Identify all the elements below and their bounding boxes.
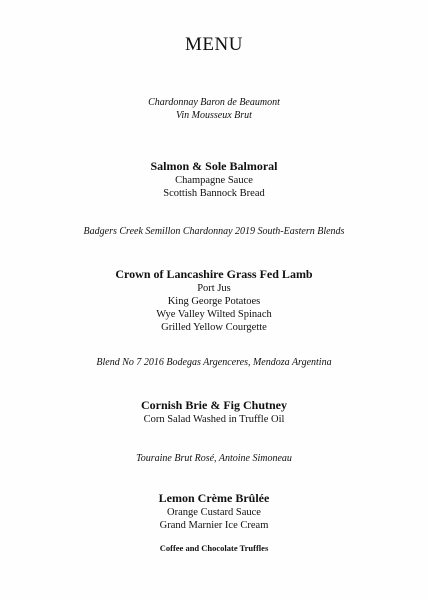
- wine-pairing-4: Touraine Brut Rosé, Antoine Simoneau: [136, 453, 292, 464]
- course-4-name: Lemon Crème Brûlée: [158, 491, 270, 505]
- course-1-name: Salmon & Sole Balmoral: [150, 159, 278, 173]
- course-2-name: Crown of Lancashire Grass Fed Lamb: [115, 267, 313, 281]
- course-4-detail: Grand Marnier Ice Cream: [159, 520, 269, 531]
- wine-pairing-1-line-1: Chardonnay Baron de Beaumont: [148, 97, 280, 108]
- course-4-detail: Orange Custard Sauce: [167, 507, 261, 518]
- course-2-detail: Grilled Yellow Courgette: [161, 322, 267, 333]
- wine-pairing-3: Blend No 7 2016 Bodegas Argenceres, Mendoza Argentina: [96, 357, 332, 368]
- course-3-detail: Corn Salad Washed in Truffle Oil: [143, 414, 285, 425]
- course-1-detail: Champagne Sauce: [175, 175, 253, 186]
- course-1-detail: Scottish Bannock Bread: [163, 188, 265, 199]
- course-2-detail: Port Jus: [197, 283, 231, 294]
- course-2-detail: King George Potatoes: [167, 296, 261, 307]
- closing-item: Coffee and Chocolate Truffles: [159, 543, 269, 553]
- wine-pairing-2: Badgers Creek Semillon Chardonnay 2019 South-Eastern Blends: [83, 226, 345, 237]
- course-3-name: Cornish Brie & Fig Chutney: [140, 398, 287, 412]
- wine-pairing-1-line-2: Vin Mousseux Brut: [176, 110, 252, 121]
- course-2-detail: Wye Valley Wilted Spinach: [156, 309, 272, 320]
- menu-title: MENU: [185, 34, 243, 55]
